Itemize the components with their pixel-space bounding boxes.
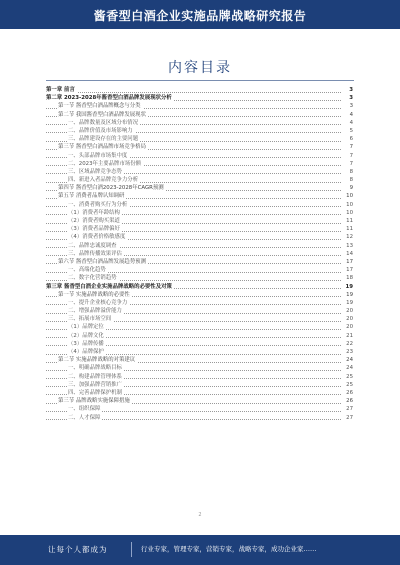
toc-entry-label: 三、加强品牌营销推广 [68, 381, 122, 388]
toc-entry-page: 24 [346, 365, 353, 372]
toc-entry-label: （2）消费者购买渠道 [68, 218, 120, 224]
toc-entry[interactable] [46, 94, 353, 102]
toc-entry[interactable] [46, 135, 353, 143]
toc-entry-label: 一、品牌数量及区域分布情况 [68, 119, 139, 126]
toc-entry-label: （4）消费者价格敏感度 [68, 234, 126, 241]
toc-heading: 内容目录 [168, 60, 232, 76]
toc-entry-label: 第一节 酱香型白酒品牌概念与分类 [58, 103, 141, 110]
toc-entry[interactable] [46, 152, 353, 160]
toc-entry[interactable] [46, 356, 353, 364]
toc-entry-label: 第二节 我国酱香型白酒品牌发展现状 [58, 111, 146, 118]
toc-entry-label: 二、2023年主要品牌市场份额 [68, 160, 142, 167]
toc-entry[interactable] [46, 225, 353, 233]
toc-entry-page: 20 [346, 316, 353, 323]
toc-entry-label: 第二节 实施品牌战略的对策建议 [58, 357, 136, 364]
footer-banner [0, 535, 400, 565]
toc-entry-label: 四、完善品牌保护机制 [68, 389, 122, 396]
toc-entry[interactable] [46, 217, 353, 225]
toc-entry[interactable] [46, 414, 353, 422]
toc-entry-page: 25 [346, 373, 353, 380]
toc-entry-label: 二、品牌价值及市场影响力 [68, 127, 133, 134]
toc-entry-page: 7 [349, 160, 353, 167]
toc-entry-page: 18 [346, 275, 353, 282]
toc-entry-label: 三、品牌建设存在的主要问题 [68, 136, 139, 143]
heading-divider [46, 80, 354, 81]
toc-entry-page: 10 [346, 209, 353, 216]
toc-entry-label: （2）品牌文化 [68, 332, 104, 339]
toc-entry[interactable] [46, 176, 353, 184]
toc-entry-label: 二、品牌忠诚度调查 [68, 242, 117, 249]
toc-entry[interactable] [46, 184, 353, 192]
page-number: 2 [198, 512, 202, 518]
toc-entry[interactable] [46, 283, 353, 291]
toc-entry-label: 一、头部品牌市场集中度 [68, 152, 128, 159]
toc-entry-label: （1）消费者年龄结构 [68, 209, 120, 216]
toc-entry-page: 10 [346, 201, 353, 208]
toc-entry-label: （3）品牌传播 [68, 340, 104, 347]
toc-entry-page: 10 [346, 193, 353, 200]
toc-entry[interactable] [46, 274, 353, 282]
toc-entry-page: 7 [349, 144, 353, 151]
toc-entry-page: 27 [346, 406, 353, 413]
toc-entry-label: 第一节 实施品牌战略的必要性 [58, 291, 130, 298]
toc-entry[interactable] [46, 315, 353, 323]
toc-entry-page: 20 [346, 324, 353, 331]
toc-entry-label: 第六节 酱香型白酒品牌发展趋势预测 [58, 258, 146, 265]
toc-entry-page: 26 [346, 398, 353, 405]
toc-entry-page: 3 [349, 103, 353, 110]
toc-entry-label: 一、组织保障 [68, 406, 101, 413]
table-of-contents [46, 86, 353, 422]
toc-entry[interactable] [46, 233, 353, 241]
toc-entry-label: 第一章 前言 [46, 87, 75, 93]
toc-entry[interactable] [46, 291, 353, 299]
toc-entry-label: 二、增强品牌溢价能力 [68, 308, 122, 315]
toc-entry[interactable] [46, 209, 353, 217]
toc-entry-label: 一、明确品牌战略目标 [68, 365, 122, 372]
toc-entry-page: 3 [349, 95, 353, 102]
toc-entry[interactable] [46, 373, 353, 381]
toc-entry[interactable] [46, 389, 353, 397]
toc-entry[interactable] [46, 111, 353, 119]
toc-entry[interactable] [46, 340, 353, 348]
toc-entry[interactable] [46, 127, 353, 135]
toc-entry-label: 四、新进入者品牌竞争力分析 [68, 177, 139, 184]
toc-entry[interactable] [46, 102, 353, 110]
toc-entry-label: 一、提升企业核心竞争力 [68, 299, 128, 306]
toc-entry[interactable] [46, 323, 353, 331]
toc-entry-page: 11 [346, 226, 353, 233]
toc-entry[interactable] [46, 201, 353, 209]
toc-entry-page: 20 [346, 308, 353, 315]
toc-entry-page: 17 [346, 258, 353, 265]
toc-entry-page: 14 [346, 250, 353, 257]
toc-entry-label: 第三节 酱香型白酒品牌市场竞争格局 [58, 144, 146, 151]
toc-entry[interactable] [46, 258, 353, 266]
toc-entry[interactable] [46, 119, 353, 127]
toc-entry-page: 3 [349, 87, 353, 93]
report-title: 酱香型白酒企业实施品牌战略研究报告 [93, 9, 307, 23]
toc-leader-dots [46, 92, 341, 93]
toc-entry-page: 8 [349, 168, 353, 175]
toc-entry-label: 一、高端化趋势 [68, 267, 106, 274]
toc-entry-label: 第二章 2023-2028年酱香型白酒品牌发展现状分析 [46, 95, 172, 102]
toc-entry-label: （4）品牌保护 [68, 349, 104, 355]
toc-entry-label: 第四节 酱香型白酒2023-2028年CAGR预测 [58, 185, 164, 192]
toc-entry-page: 23 [346, 349, 353, 355]
toc-entry-label: 第三章 酱香型白酒企业实施品牌战略的必要性及对策 [46, 283, 172, 290]
header-banner [0, 0, 400, 29]
toc-entry-page: 8 [349, 177, 353, 184]
toc-entry-page: 6 [349, 136, 353, 143]
footer-divider [131, 542, 132, 557]
toc-entry[interactable] [46, 307, 353, 315]
toc-entry[interactable] [46, 242, 353, 250]
toc-entry[interactable] [46, 299, 353, 307]
toc-entry-page: 12 [346, 234, 353, 241]
toc-entry-page: 17 [346, 267, 353, 274]
toc-entry-page: 5 [349, 127, 353, 134]
toc-entry[interactable] [46, 86, 353, 94]
toc-entry[interactable] [46, 397, 353, 405]
toc-entry-label: 一、消费者购买行为分析 [68, 201, 128, 208]
toc-entry-page: 21 [346, 332, 353, 339]
toc-entry[interactable] [46, 405, 353, 413]
toc-entry-page: 27 [346, 414, 353, 421]
toc-entry-label: （1）品牌定位 [68, 324, 104, 331]
toc-entry-label: 第五节 消费者品牌认知调研 [58, 193, 125, 200]
toc-entry-page: 9 [349, 185, 353, 192]
toc-entry-page: 4 [349, 111, 353, 118]
toc-entry-label: 三、品牌传播效果评估 [68, 250, 122, 257]
toc-entry[interactable] [46, 364, 353, 372]
toc-entry-label: （3）消费者品牌偏好 [68, 226, 120, 233]
toc-entry-page: 19 [346, 299, 353, 306]
toc-entry-page: 22 [346, 340, 353, 347]
toc-entry-page: 7 [349, 152, 353, 159]
toc-entry-label: 二、人才保障 [68, 414, 101, 421]
toc-entry-label: 二、数字化营销趋势 [68, 275, 117, 282]
toc-entry-label: 三、区域品牌竞争态势 [68, 168, 122, 175]
toc-entry[interactable] [46, 250, 353, 258]
toc-entry-page: 19 [345, 283, 353, 290]
toc-entry[interactable] [46, 192, 353, 200]
toc-entry-label: 三、拓展市场空间 [68, 316, 112, 323]
footer-tagline: 行业专家，管理专家，营销专家，战略专家，成功企业家…… [141, 545, 317, 553]
toc-entry[interactable] [46, 381, 353, 389]
toc-entry-page: 19 [346, 291, 353, 298]
toc-entry-page: 4 [349, 119, 353, 126]
toc-entry[interactable] [46, 160, 353, 168]
toc-entry[interactable] [46, 266, 353, 274]
toc-entry-label: 二、构建品牌管理体系 [68, 373, 122, 380]
toc-entry-page: 13 [346, 242, 353, 249]
toc-entry-page: 11 [346, 218, 353, 224]
toc-entry-page: 26 [346, 389, 353, 396]
toc-entry[interactable] [46, 143, 353, 151]
toc-entry-label: 第三节 品牌战略实施保障措施 [58, 398, 130, 405]
footer-slogan: 让每个人都成为 [48, 545, 108, 554]
toc-entry[interactable] [46, 168, 353, 176]
toc-entry-page: 24 [346, 357, 353, 364]
toc-entry[interactable] [46, 348, 353, 356]
toc-entry[interactable] [46, 332, 353, 340]
toc-entry-page: 25 [346, 381, 353, 388]
